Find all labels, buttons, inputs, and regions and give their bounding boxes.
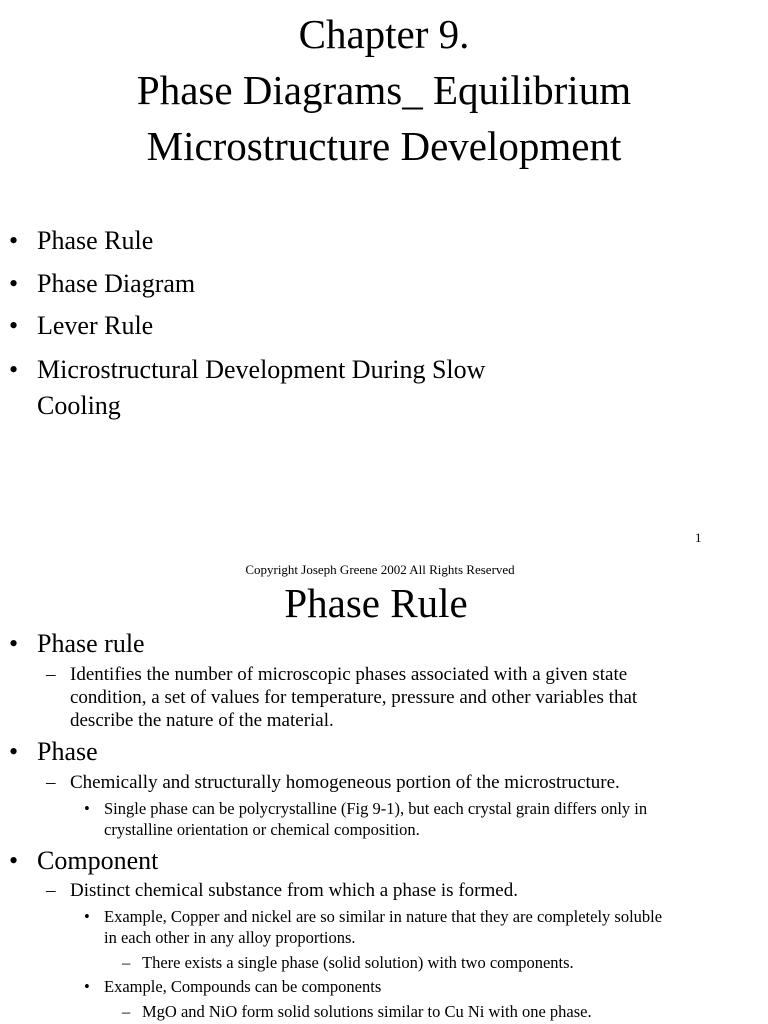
bullet-phase-heading [9,739,409,769]
subitem-text-continuation: condition, a set of values for temperature, pressure and other variables that [70,687,638,708]
bullet-marker: • [9,846,19,875]
subitem-text: Chemically and structurally homogeneous portion of the microstructure. [70,772,620,793]
bullet-marker: • [9,269,19,298]
bullet-marker: • [9,355,19,384]
subsubitem-single-phase [84,801,764,821]
bullet-text: Phase rule [37,629,145,658]
bullet-marker: • [9,629,19,658]
bullet-marker: • [9,226,19,255]
subsubitem-compounds-example [84,979,684,999]
copyright-notice: Copyright Joseph Greene 2002 All Rights Reserved [245,562,515,577]
slide-title-line-3: Microstructure Development [146,123,622,169]
slide-title-line-1: Chapter 9. [298,11,470,57]
subsubitem-text-continuation: in each other in any alloy proportions. [104,928,356,947]
subitem-phase-rule-definition [46,665,746,687]
bullet-phase-rule [9,228,609,258]
subsubitem-copper-nickel-example [84,909,764,929]
bullet-text: Microstructural Development During Slow [37,355,486,384]
bullet-microstructural-development [9,357,649,387]
dash-marker: – [46,772,56,793]
bullet-phase-rule-heading [9,631,409,661]
bullet-text: Phase Diagram [37,269,196,298]
bullet-marker: • [9,311,19,340]
slide-title: Phase Rule [284,580,468,626]
subitem-phase-definition [46,773,746,795]
subsubitem-text: Single phase can be polycrystalline (Fig 9-1), but each crystal grain differs only in [104,799,648,818]
subsubsubitem-single-phase-solution [122,955,722,975]
subsubsubitem-text: MgO and NiO form solid solutions similar to Cu Ni with one phase. [142,1002,592,1021]
dash-marker: – [122,1002,131,1021]
bullet-text: Component [37,846,159,875]
subsubitem-text: Example, Copper and nickel are so similar in nature that they are completely soluble [104,907,663,926]
bullet-lever-rule [9,313,609,343]
bullet-marker: • [84,977,90,996]
page-number: 1 [695,530,702,545]
dash-marker: – [46,880,56,901]
bullet-phase-diagram [9,271,609,301]
subitem-text: Identifies the number of microscopic phases associated with a given state [70,664,628,685]
bullet-text-continuation: Cooling [37,391,121,420]
bullet-marker: • [84,907,90,926]
bullet-text: Lever Rule [37,311,154,340]
bullet-text: Phase Rule [37,226,154,255]
subsubitem-text-continuation: crystalline orientation or chemical composition. [104,820,420,839]
bullet-marker: • [9,737,19,766]
subitem-component-definition [46,881,746,903]
subsubitem-text: Example, Compounds can be components [104,977,382,996]
bullet-text: Phase [37,737,98,766]
dash-marker: – [122,953,131,972]
subsubsubitem-mgo-nio [122,1004,722,1024]
subsubsubitem-text: There exists a single phase (solid solution) with two components. [142,953,574,972]
slide-title-line-2: Phase Diagrams_ Equilibrium [136,67,632,113]
dash-marker: – [46,664,56,685]
subitem-text: Distinct chemical substance from which a phase is formed. [70,880,518,901]
subitem-text-continuation: describe the nature of the material. [70,710,334,731]
bullet-marker: • [84,799,90,818]
bullet-component-heading [9,848,409,878]
